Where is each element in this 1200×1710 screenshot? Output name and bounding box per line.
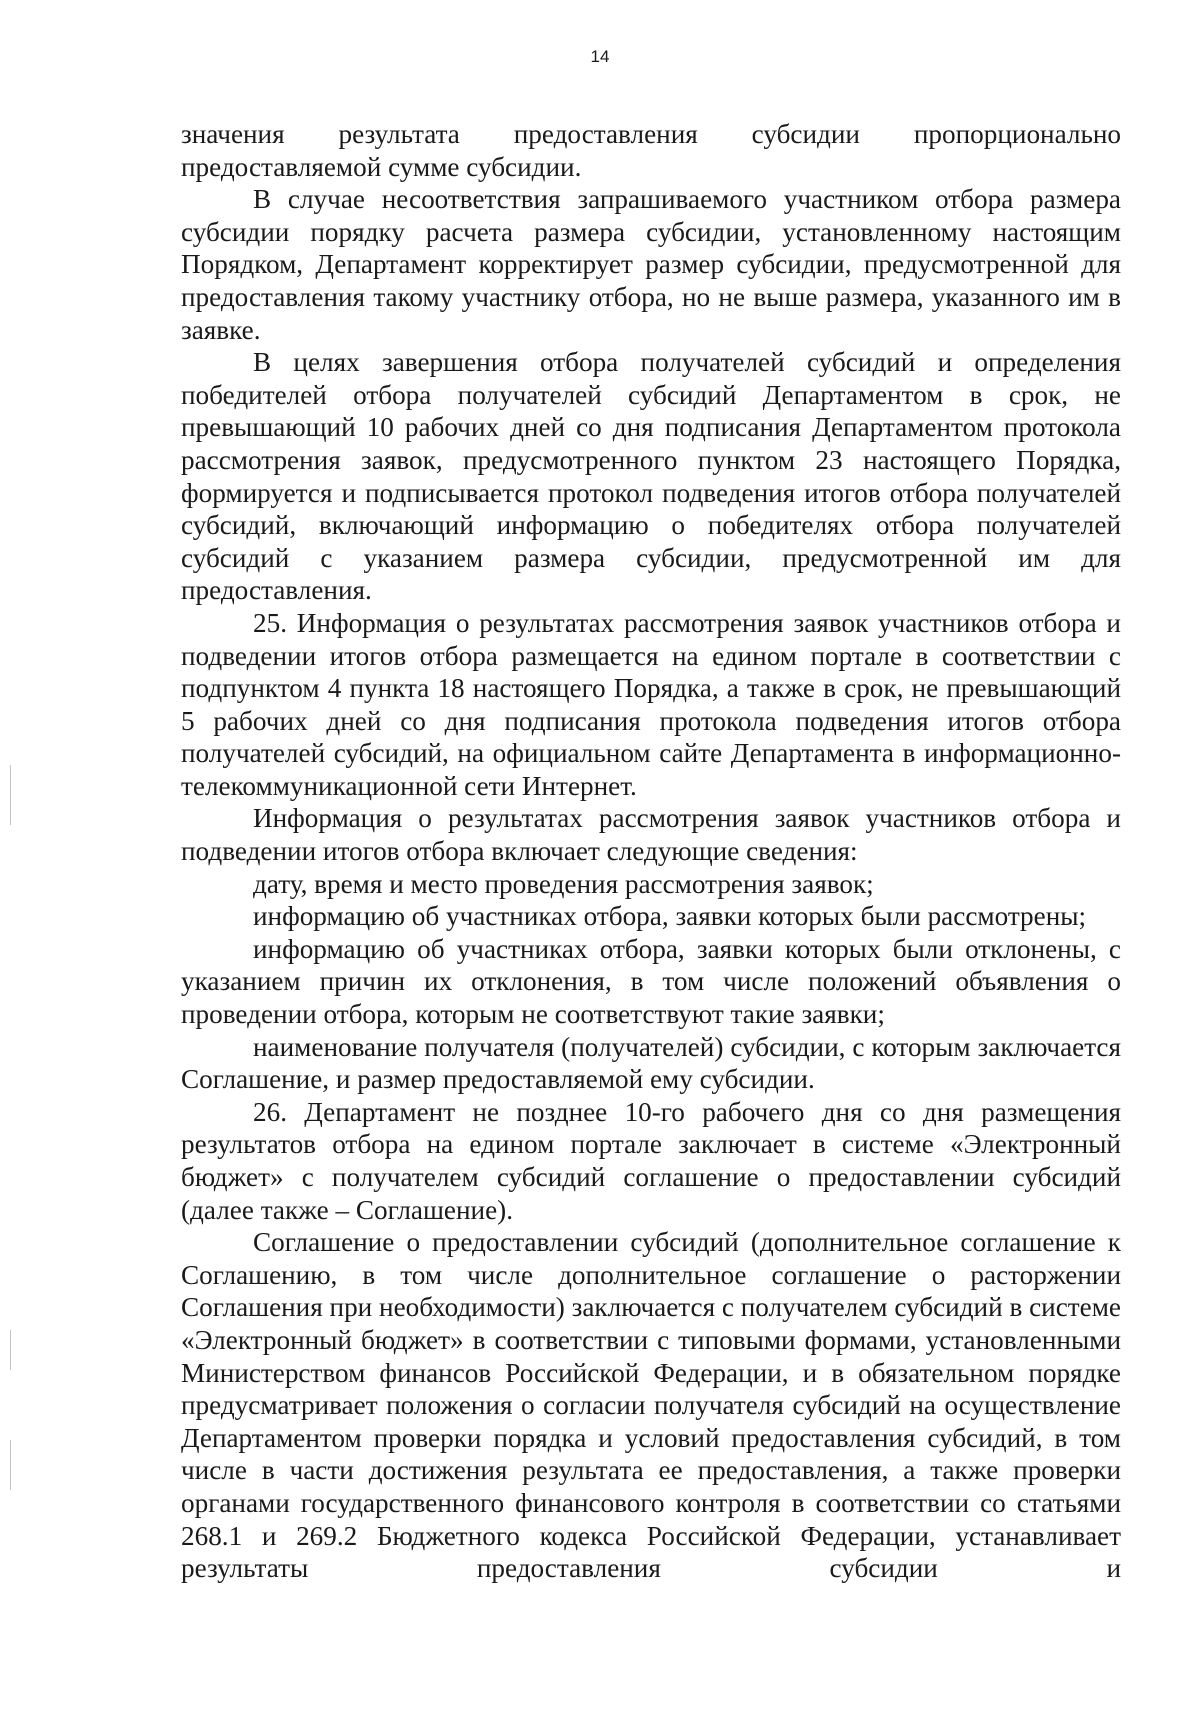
list-item-rejected-participants: информацию об участниках отбора, заявки которых были отклонены, с указанием причин их отклонения, в том числе положений объявления о проведении отбора, которым не соответствуют такие заявки; [181,933,1121,1030]
paragraph-selection-completion: В целях завершения отбора получателей субсидий и определения победителей отбора получателей субсидий Департаментом в срок, не превышающий 10 рабочих дней со дня подписания Департаментом протокола рассмотрения заявок, предусмотренного пунктом 23 настоящего Порядка, формируется и подписывается протокол подведения итогов отбора получателей субсидий, включающий информацию о победителях отбора получателей субсидий с указанием размера субсидии, предусмотренной им для предоставления. [181,347,1121,606]
paragraph-item-25: 25. Информация о результатах рассмотрения заявок участников отбора и подведении итогов отбора размещается на едином портале в соответствии с подпунктом 4 пункта 18 настоящего Порядка, а также в срок, не превышающий 5 рабочих дней со дня подписания протокола подведения итогов отбора получателей субсидий, на официальном сайте Департамента в информационно-телекоммуникационной сети Интернет. [181,607,1121,801]
paragraph-subsidy-correction: В случае несоответствия запрашиваемого участником отбора размера субсидии порядку расчета размера субсидии, установленному настоящим Порядком, Департамент корректирует размер субсидии, предусмотренной для предоставления такому участнику отбора, но не выше размера, указанного им в заявке. [181,184,1121,345]
list-item-reviewed-participants: информацию об участниках отбора, заявки которых были рассмотрены; [253,901,1087,932]
list-item-date-time-place: дату, время и место проведения рассмотрения заявок; [253,868,874,899]
scan-artifact [10,1440,11,1490]
paragraph-item-26: 26. Департамент не позднее 10-го рабочего дня со дня размещения результатов отбора на едином портале заключает в системе «Электронный бюджет» с получателем субсидий соглашение о предоставлении субсидий (далее также – Соглашение). [181,1096,1121,1225]
scan-artifact [10,765,11,825]
document-body [181,118,1121,1585]
paragraph-agreement: Соглашение о предоставлении субсидий (дополнительное соглашение к Соглашению, в том числе дополнительное соглашение о расторжении Соглашения при необходимости) заключается с получателем субсидий в системе «Электронный бюджет» в соответствии с типовыми формами, установленными Министерством финансов Российской Федерации, и в обязательном порядке предусматривает положения о согласии получателя субсидий на осуществление Департаментом проверки порядка и условий предоставления субсидий, в том числе в части достижения результата ее предоставления, а также проверки органами государственного финансового контроля в соответствии со статьями 268.1 и 269.2 Бюджетного кодекса Российской Федерации, устанавливает результаты предоставления субсидии и [181,1227,1121,1584]
paragraph-continuation: значения результата предоставления субсидии пропорционально предоставляемой сумме субсидии. [181,119,1121,182]
scan-artifact [10,1330,11,1370]
paragraph-information-contents: Информация о результатах рассмотрения заявок участников отбора и подведении итогов отбора включает следующие сведения: [181,803,1121,867]
list-item-recipient-name: наименование получателя (получателей) субсидии, с которым заключается Соглашение, и размер предоставляемой ему субсидии. [181,1031,1121,1095]
page-number: 14 [590,47,610,66]
